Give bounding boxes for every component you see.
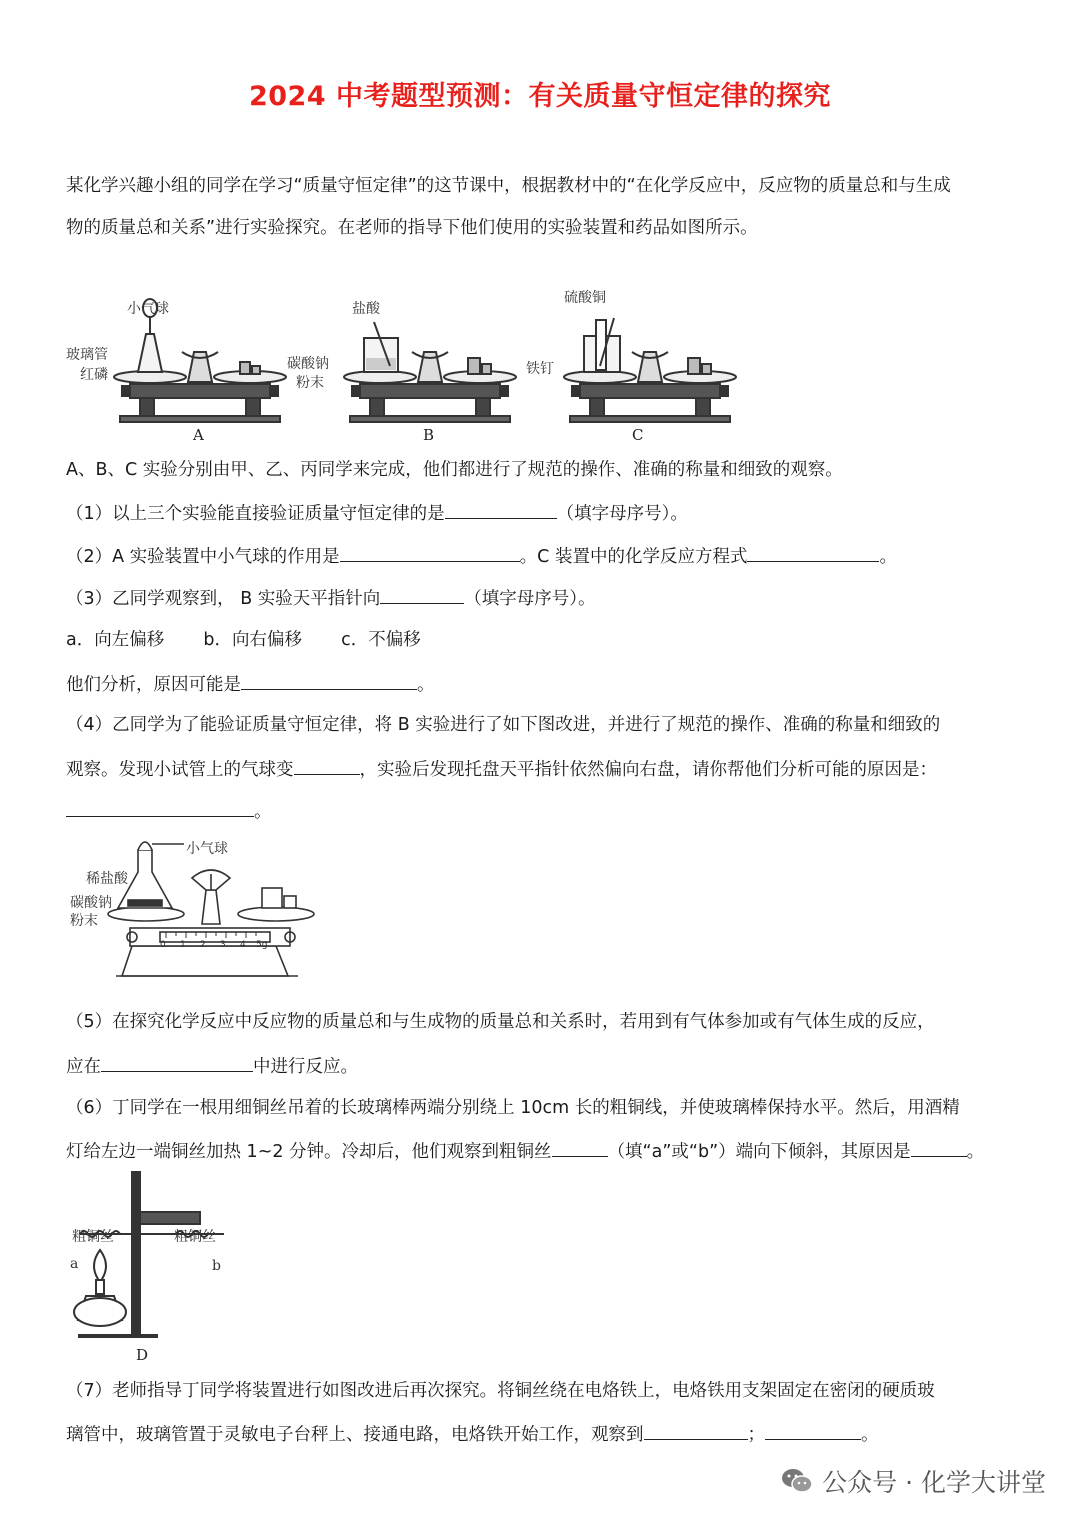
- label-sodium-carbonate: 碳酸钠: [287, 356, 329, 372]
- q1-text-post: （填字母序号）。: [556, 504, 688, 524]
- tick-0: 0: [160, 940, 166, 950]
- q6-text: 灯给左边一端铜丝加热 1~2 分钟。冷却后，他们观察到粗铜丝: [66, 1142, 552, 1162]
- question-3: [66, 585, 596, 611]
- q2-text-post: 。: [879, 547, 897, 567]
- label-glass-tube: 玻璃管: [66, 347, 108, 363]
- q7-blank-1[interactable]: [644, 1421, 748, 1440]
- q3-reason: [66, 671, 435, 697]
- caption-d: D: [136, 1346, 149, 1364]
- page-title: 2024 中考题型预测：有关质量守恒定律的探究: [248, 81, 832, 112]
- q3-reason-blank[interactable]: [241, 671, 417, 690]
- label-hydrochloric-acid: 盐酸: [352, 301, 380, 317]
- q3-reason-post: 。: [417, 675, 435, 695]
- q4-line-3: [66, 798, 272, 824]
- label-sodium-carbonate-q4: 碳酸钠: [70, 895, 112, 911]
- caption-a: A: [193, 426, 204, 444]
- q7-text-mid: ；: [747, 1425, 765, 1445]
- intro-line-2: 物的质量总和关系”进行实验探究。在老师的指导下他们使用的实验装置和药品如图所示。: [66, 218, 758, 238]
- q6-blank-2[interactable]: [911, 1138, 967, 1157]
- label-small-balloon-q4: 小气球: [186, 841, 228, 857]
- q2-blank-2[interactable]: [747, 543, 879, 562]
- label-coarse-copper-left: 粗铜丝: [72, 1229, 114, 1245]
- wechat-icon: [780, 1466, 814, 1496]
- label-small-balloon-a: 小气球: [127, 301, 169, 317]
- q5-text-post: 中进行反应。: [253, 1057, 358, 1077]
- question-1: [66, 500, 688, 526]
- q2-text: （2）A 实验装置中小气球的作用是: [66, 547, 340, 567]
- q5-line-2: [66, 1053, 358, 1079]
- label-powder: 粉末: [296, 375, 324, 391]
- q2-text-mid: 。C 装置中的化学反应方程式: [519, 547, 748, 567]
- q3-option-b: b．向右偏移: [203, 630, 302, 650]
- q7-blank-2[interactable]: [765, 1421, 861, 1440]
- q6-line-2: [66, 1138, 984, 1164]
- intro-line-1: 某化学兴趣小组的同学在学习“质量守恒定律”的这节课中，根据教材中的“在化学反应中，反应物的质量总和与生成: [66, 176, 951, 196]
- tick-1: 1: [180, 940, 186, 950]
- q6-text-post: 。: [966, 1142, 985, 1162]
- q4-text-post: ，实验后发现托盘天平指针依然偏向右盘，请你帮他们分析可能的原因是：: [359, 760, 937, 780]
- q4-line-1: （4）乙同学为了能验证质量守恒定律，将 B 实验进行了如下图改进，并进行了规范的操作、准确的称量和细致的: [66, 715, 941, 735]
- q4-blank-1[interactable]: [294, 756, 360, 775]
- q7-line-1: （7）老师指导丁同学将装置进行如图改进后再次探究。将铜丝绕在电烙铁上，电烙铁用支架固定在密闭的硬质玻: [66, 1381, 935, 1401]
- q6-blank-1[interactable]: [552, 1138, 608, 1157]
- q3-blank[interactable]: [380, 585, 464, 604]
- q7-line-2: [66, 1421, 879, 1447]
- q5-text: 应在: [66, 1057, 101, 1077]
- q2-blank-1[interactable]: [340, 543, 520, 562]
- label-end-a: a: [70, 1256, 79, 1272]
- label-red-phosphorus: 红磷: [80, 367, 108, 383]
- tick-2: 2: [200, 940, 206, 950]
- label-coarse-copper-right: 粗铜丝: [174, 1229, 216, 1245]
- watermark: [780, 1463, 1046, 1499]
- tick-3: 3: [220, 940, 226, 950]
- q4-blank-2[interactable]: [66, 798, 254, 817]
- q3-option-a: a．向左偏移: [66, 630, 165, 650]
- watermark-text: 公众号 · 化学大讲堂: [822, 1468, 1046, 1497]
- q3-options: [66, 628, 421, 652]
- sentence-abc: A、B、C 实验分别由甲、乙、丙同学来完成，他们都进行了规范的操作、准确的称量和细致的观察。: [66, 460, 843, 480]
- q7-text-post: 。: [861, 1425, 879, 1445]
- q4-line-2: [66, 756, 937, 782]
- tick-5: 5g: [256, 940, 268, 950]
- tick-4: 4: [240, 940, 246, 950]
- q3-text-post: （填字母序号）。: [464, 589, 596, 609]
- label-powder-q4: 粉末: [70, 913, 98, 929]
- caption-c: C: [632, 426, 644, 444]
- q1-blank[interactable]: [445, 500, 557, 519]
- q7-text: 璃管中，玻璃管置于灵敏电子台秤上、接通电路，电烙铁开始工作，观察到: [66, 1425, 644, 1445]
- q5-blank[interactable]: [101, 1053, 253, 1072]
- q3-option-c: c．不偏移: [341, 630, 421, 650]
- q6-line-1: （6）丁同学在一根用细铜丝吊着的长玻璃棒两端分别绕上 10cm 长的粗铜线，并使玻璃棒保持水平。然后，用酒精: [66, 1098, 960, 1118]
- q3-text: （3）乙同学观察到， B 实验天平指针向: [66, 589, 381, 609]
- label-dilute-hcl: 稀盐酸: [86, 871, 128, 887]
- q5-line-1: （5）在探究化学反应中反应物的质量总和与生成物的质量总和关系时，若用到有气体参加或有气体生成的反应，: [66, 1012, 935, 1032]
- q4-line3-post: 。: [254, 802, 272, 822]
- q4-text: 观察。发现小试管上的气球变: [66, 760, 294, 780]
- q3-reason-text: 他们分析，原因可能是: [66, 675, 241, 695]
- q1-text: （1）以上三个实验能直接验证质量守恒定律的是: [66, 504, 445, 524]
- label-iron-nail: 铁钉: [526, 361, 554, 377]
- label-copper-sulfate: 硫酸铜: [564, 290, 606, 306]
- label-end-b: b: [212, 1258, 221, 1274]
- caption-b: B: [423, 426, 435, 444]
- q6-text-mid: （填“a”或“b”）端向下倾斜，其原因是: [607, 1142, 911, 1162]
- question-2: [66, 543, 897, 569]
